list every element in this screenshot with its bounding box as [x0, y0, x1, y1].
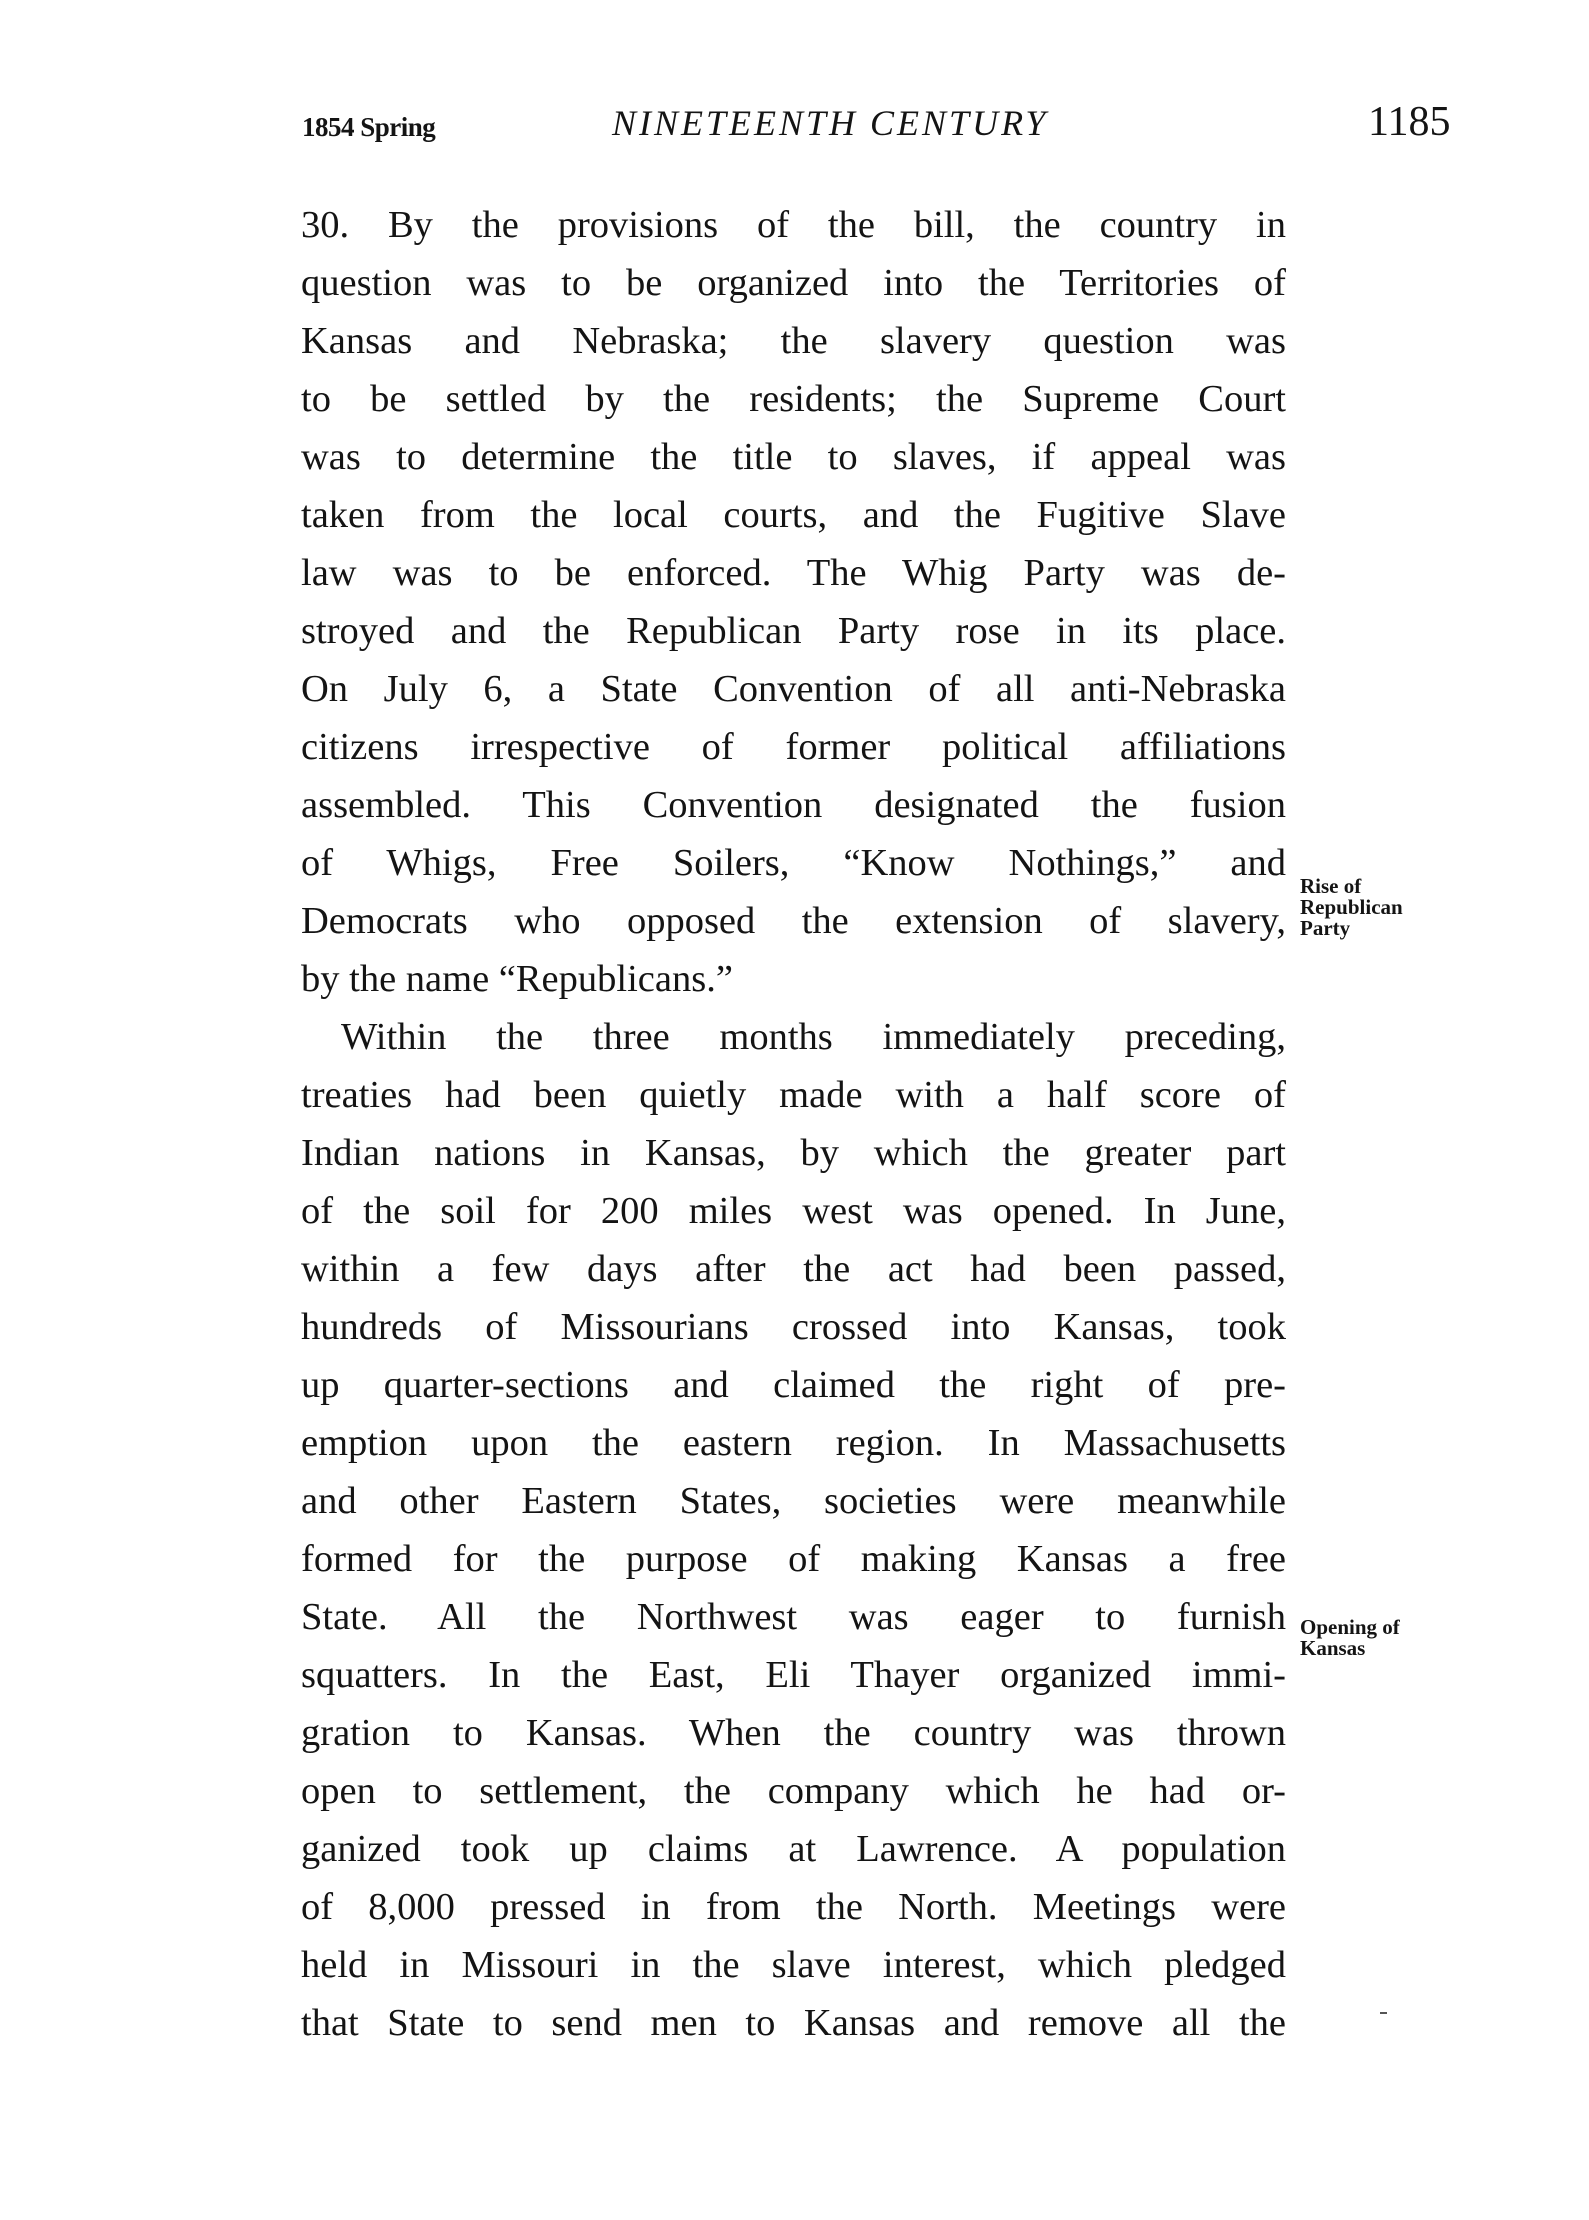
running-head-title: NINETEENTH CENTURY — [612, 103, 1049, 143]
running-head-date: 1854 Spring — [302, 112, 436, 142]
text-line: squatters. In the East, Eli Thayer organized immi- — [301, 1654, 1286, 1696]
sidenote-line: Republican — [1300, 895, 1403, 919]
text-line: Within the three months immediately preceding, — [341, 1016, 1286, 1058]
text-line: 30. By the provisions of the bill, the country in — [301, 204, 1286, 246]
text-line: formed for the purpose of making Kansas a free — [301, 1538, 1286, 1580]
sidenote-line: Kansas — [1300, 1636, 1366, 1660]
text-line: Indian nations in Kansas, by which the greater part — [301, 1132, 1286, 1174]
body-text — [301, 196, 1286, 2052]
text-line: by the name “Republicans.” — [301, 958, 733, 1000]
text-line: gration to Kansas. When the country was thrown — [301, 1712, 1286, 1754]
text-line: of the soil for 200 miles west was opened. In June, — [301, 1190, 1286, 1232]
text-line: of 8,000 pressed in from the North. Meetings were — [301, 1886, 1286, 1928]
text-line: Democrats who opposed the extension of slavery, — [301, 900, 1286, 942]
text-line: ganized took up claims at Lawrence. A population — [301, 1828, 1286, 1870]
text-line: Kansas and Nebraska; the slavery question was — [301, 320, 1286, 362]
sidenote-line: Party — [1300, 916, 1351, 940]
text-line: open to settlement, the company which he had or- — [301, 1770, 1286, 1812]
page-number: 1185 — [1368, 99, 1451, 145]
text-line: of Whigs, Free Soilers, “Know Nothings,” and — [301, 842, 1286, 884]
text-line: law was to be enforced. The Whig Party was de- — [301, 552, 1286, 594]
text-line: On July 6, a State Convention of all anti-Nebraska — [301, 668, 1286, 710]
text-line: that State to send men to Kansas and remove all the — [301, 2002, 1286, 2044]
text-line: assembled. This Convention designated the fusion — [301, 784, 1286, 826]
text-line: citizens irrespective of former political affiliations — [301, 726, 1286, 768]
text-line: up quarter-sections and claimed the right of pre- — [301, 1364, 1286, 1406]
text-line: stroyed and the Republican Party rose in its place. — [301, 610, 1286, 652]
text-line: was to determine the title to slaves, if appeal was — [301, 436, 1286, 478]
text-line: emption upon the eastern region. In Massachusetts — [301, 1422, 1286, 1464]
text-line: to be settled by the residents; the Supreme Court — [301, 378, 1286, 420]
sidenote-opening-of-kansas — [1300, 1617, 1400, 1659]
text-line: and other Eastern States, societies were meanwhile — [301, 1480, 1286, 1522]
sidenote-line: Opening of — [1300, 1615, 1400, 1639]
running-head — [0, 98, 1589, 158]
text-line: treaties had been quietly made with a half score of — [301, 1074, 1286, 1116]
sidenote-line: Rise of — [1300, 874, 1362, 898]
text-line: question was to be organized into the Territories of — [301, 262, 1286, 304]
text-line: within a few days after the act had been passed, — [301, 1248, 1286, 1290]
text-line: held in Missouri in the slave interest, which pledged — [301, 1944, 1286, 1986]
text-line: taken from the local courts, and the Fugitive Slave — [301, 494, 1286, 536]
text-line: hundreds of Missourians crossed into Kansas, took — [301, 1306, 1286, 1348]
text-line: State. All the Northwest was eager to furnish — [301, 1596, 1286, 1638]
sidenote-rise-of-republican-party — [1300, 876, 1403, 939]
stray-print-mark — [1380, 2012, 1387, 2014]
